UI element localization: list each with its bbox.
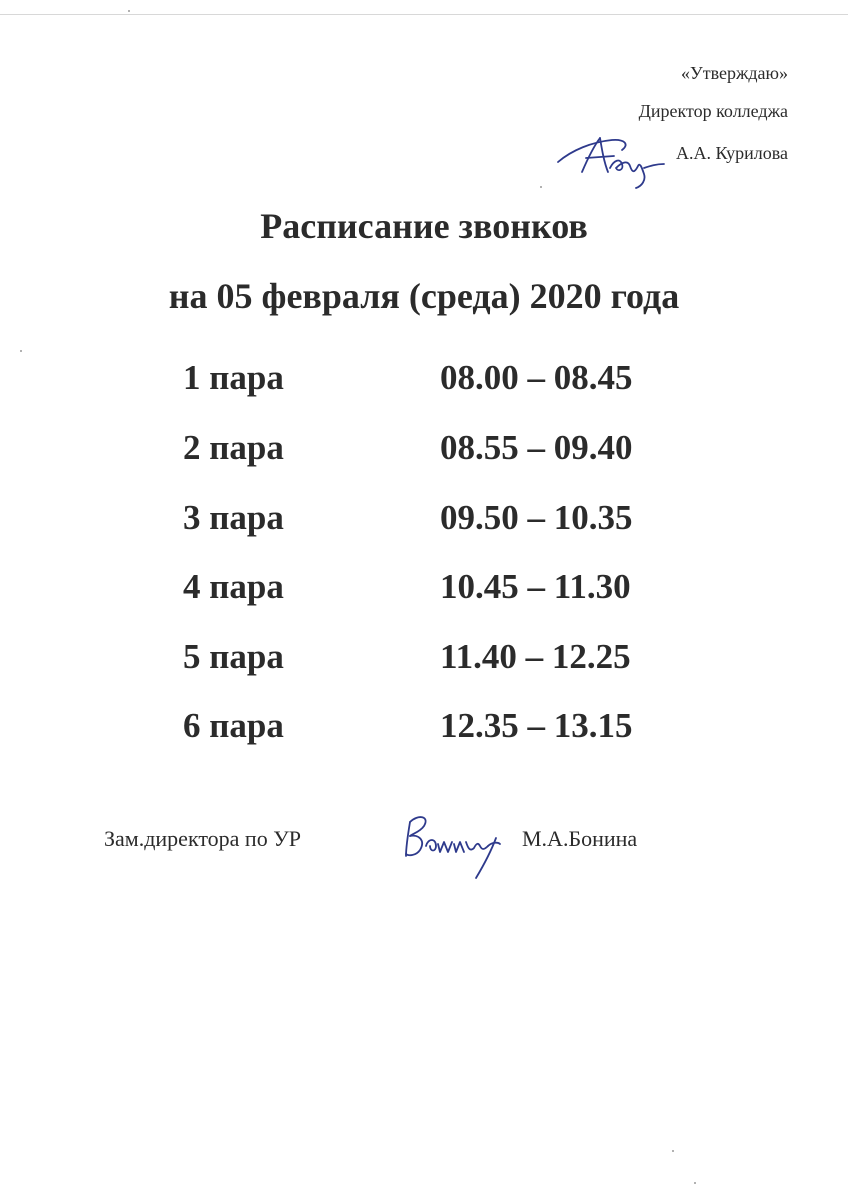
pair-time: 09.50 – 10.35 [440,498,633,537]
schedule-row [0,637,848,677]
deputy-name: М.А.Бонина [522,826,638,851]
pair-number: 4 пара [183,567,284,606]
director-name: А.А. Курилова [675,143,788,163]
schedule-row [0,428,848,468]
scan-speck [694,1182,696,1184]
schedule-row [0,567,848,607]
scan-speck [672,1150,674,1152]
pair-number: 5 пара [183,637,284,676]
pair-time: 08.55 – 09.40 [440,428,633,467]
document-title-line-2: на 05 февраля (среда) 2020 года [168,276,680,316]
approval-stamp-text: «Утверждаю» [680,63,788,83]
schedule-row [0,706,848,746]
deputy-position: Зам.директора по УР [104,826,302,851]
scan-speck [540,186,542,188]
pair-number: 6 пара [183,706,284,745]
schedule-row [0,498,848,538]
pair-number: 2 пара [183,428,284,467]
pair-number: 3 пара [183,498,284,537]
pair-time: 10.45 – 11.30 [440,567,631,606]
director-position: Директор колледжа [638,101,788,121]
pair-time: 08.00 – 08.45 [440,358,633,397]
schedule-row [0,358,848,398]
scan-speck [128,10,130,12]
pair-time: 11.40 – 12.25 [440,637,631,676]
deputy-signature [396,808,512,882]
document-title-line-1: Расписание звонков [260,206,588,246]
pair-time: 12.35 – 13.15 [440,706,633,745]
pair-number: 1 пара [183,358,284,397]
scan-speck [20,350,22,352]
scan-edge-line [0,14,848,15]
director-signature [552,128,672,190]
